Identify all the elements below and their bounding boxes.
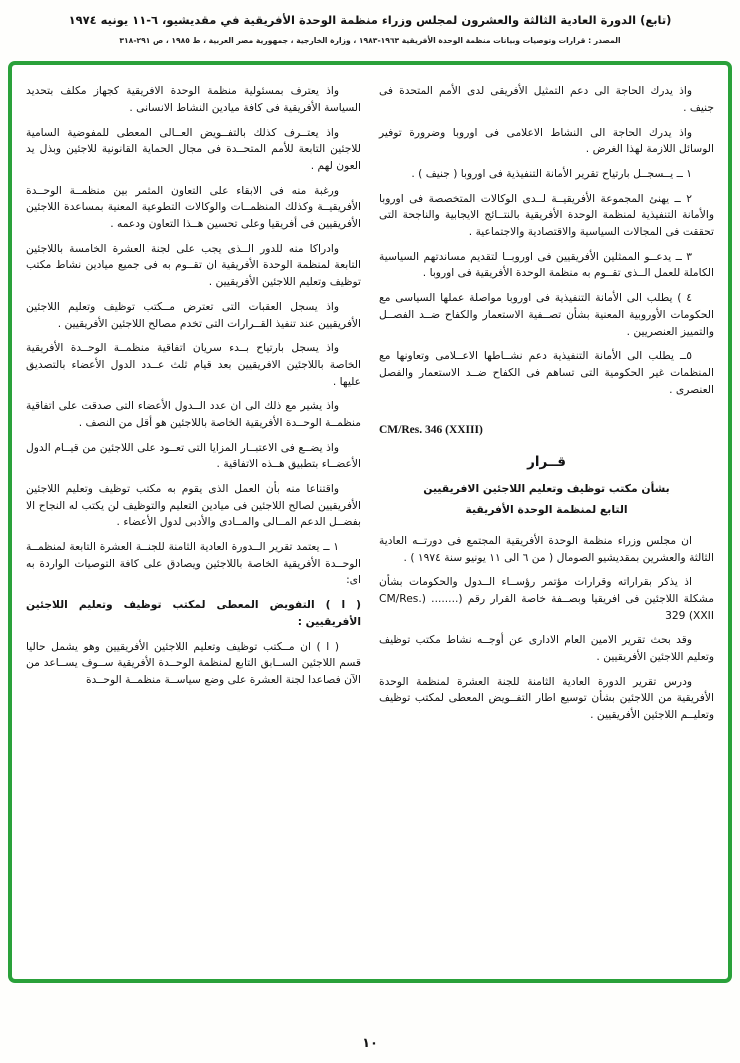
paragraph: ورغبة منه فى الابقاء على التعاون المثمر بين منظمــة الوحــدة الأفريقيــة وكذلك المنظمــات والوكالات التطوعية المعنية بمساعدة اللاجئين الأفريقيين فى أفريقيا وعلى تحسين هــذا التعاون ودعمه . — [26, 183, 361, 231]
paragraph: اذ يذكر بقراراته وقرارات مؤتمر رؤســاء الــدول والحكومات بشأن مشكلة اللاجئين فى افريقيا وبصــفة خاصة القرار رقم (........ (CM/Res. 329 (XXII — [379, 575, 714, 622]
resolution-title: قــرار — [527, 454, 566, 471]
paragraph: وقد بحث تقرير الامين العام الادارى عن أوجــه نشاط مكتب توظيف وتعليم اللاجئين الأفريقيين . — [379, 633, 714, 664]
paragraph: واقتناعا منه بأن العمل الذى يقوم به مكتب توظيف وتعليم اللاجئين الأفريقيين لصالح اللاجئين فى ميادين التعليم والتوظيف لن يكتب له النجاح الا بفضــل الدعم المــالى والمــادى والأدبى لدول الأعضاء . — [26, 482, 361, 529]
document-title: (تابع) الدورة العادية الثالثة والعشرون لمجلس وزراء منظمة الوحدة الأفريقية في مقديشيو، ٦-١١ يونيه ١٩٧٤ — [68, 13, 672, 27]
paragraph: ودرس تقرير الدورة العادية الثامنة للجنة العشرة لمنظمة الوحدة الأفريقية من اللاجئين بشأن توسيع اطار التفــويض المعطى لمكتب توظيف وتعليــم اللاجئين الأفريقيين . — [379, 674, 714, 722]
page-number: ١٠ — [362, 1036, 378, 1051]
paragraph: ٢ ــ يهنئ المجموعة الأفريقيــة لــدى الوكالات المتخصصة فى اوروبا والأمانة التنفيذية لمنظمة الوحدة الأفريقية بالنتــائج الايجابية والناجحة التى تحققت فى المجالات السياسية والاقتصادية والاجتماعية . — [379, 191, 714, 239]
document-source: المصدر : قرارات وتوصيات وبيانات منظمة الوحدة الأفريقية ١٩٦٣-١٩٨٣ ، وزارة الخارجية ، جمهورية مصر العربية ، ط ١٩٨٥ ، ص ٢٩١-٣١٨ — [119, 36, 621, 46]
column-left — [26, 83, 361, 969]
paragraph: واذ يضــع فى الاعتبــار المزايا التى تعــود على اللاجئين من قيــام الدول الأعضــاء بتطبيق هــذه الاتفاقية . — [26, 440, 361, 471]
column-right — [379, 83, 714, 969]
paragraph: ٥ــ يطلب الى الأمانة التنفيذية دعم نشــاطها الاعــلامى وتعاونها مع المنظمات غير الحكومية التى تساهم فى الكفاح ضــد الاستعمار والفصل العنصرى . — [379, 349, 714, 396]
paragraph: واذ يدرك الحاجة الى دعم التمثيل الأفريقى لدى الأمم المتحدة فى جنيف . — [379, 84, 714, 114]
paragraph: ان مجلس وزراء منظمة الوحدة الأفريقية المجتمع فى دورتــه العادية الثالثة والعشرين بمقديشيو الصومال ( من ٦ الى ١١ يونيو سنة ١٩٧٤ ) . — [379, 533, 714, 564]
resolution-subtitle-1: بشأن مكتب توظيف وتعليم اللاجئين الافريقيين — [423, 482, 670, 496]
paragraph: ١ ــ يــسجــل بارتياح تقرير الأمانة التنفيذية فى اوروبا ( جنيف ) . — [411, 167, 692, 180]
paragraph: واذ يدرك الحاجة الى النشاط الاعلامى فى اوروبا وضرورة توفير الوسائل اللازمة لهذا الغرض . — [379, 125, 714, 156]
paragraph: واذ يشير مع ذلك الى ان عدد الــدول الأعضاء التى صدقت على اتفاقية منظمــة الوحــدة الأفريقية الخاصة باللاجئين هو أقل من النصف . — [26, 399, 361, 429]
paragraph: ١ ــ يعتمد تقرير الــدورة العادية الثامنة للجنــة العشرة التابعة لمنظمــة الوحــدة الأفريقية الخاصة باللاجئين ويصادق على كافة التوصيات الواردة به اى: — [26, 540, 361, 587]
paragraph: واذ يسجل بارتياح بــدء سريان اتفاقية منظمــة الوحــدة الأفريقية الخاصة باللاجئين الافريقيين بعد قيام ثلث عــدد الدول الأعضاء بالتصديق عليها . — [26, 341, 361, 388]
paragraph: ٤ ) يطلب الى الأمانة التنفيذية فى اوروبا مواصلة عملها السياسى مع الحكومات الأوروبية المعنية بشأن تصــفية الاستعمار والكفاح ضــد الفصــل والتمييز العنصريين . — [379, 291, 714, 338]
content-frame — [8, 61, 732, 983]
paragraph: واذ يعتــرف كذلك بالتفــويض العــالى المعطى للمفوضية السامية للاجئين التابعة للأمم المتحــدة فى مجال الحماية القانونية للاجئين وبذل يد العون لهم . — [26, 125, 361, 172]
paragraph: واذ يسجل العقبات التى تعترض مــكتب توظيف وتعليم اللاجئين الأفريقيين عند تنفيذ القــرارات التى تخدم مصالح اللاجئين الأفريقيين . — [26, 299, 361, 330]
paragraph: ٣ ــ يدعــو الممثلين الأفريقيين فى اوروبــا لتقديم مساندتهم السياسية الكاملة للعمل الــذى تقــوم به منظمة الوحدة الأفريقية فى اوروبا . — [379, 249, 714, 280]
paragraph: واذ يعترف بمسئولية منظمة الوحدة الافريقية كجهاز مكلف بتحديد السياسة الأفريقية فى كافة ميادين النشاط الانسانى . — [26, 84, 361, 114]
paragraph: ( ا ) ان مــكتب توظيف وتعليم اللاجئين الأفريقيين وهو يشمل حاليا قسم اللاجئين الســابق التابع لمنظمة الوحــدة الأفريقية ســوف يســاعد من الآن فصاعدا لجنة العشرة على وضع سياســة منظمــة الوحــدة — [26, 639, 361, 686]
paragraph: وادراكا منه للدور الــذى يجب على لجنة العشرة الخامسة باللاجئين التابعة لمنظمة الوحدة الأفريقية ان تقــوم به فى جميع ميادين نشاط مكتب توظيف وتعليم اللاجئين الأفريقيين . — [26, 241, 361, 289]
clause-heading: ( ا ) التفويض المعطى لمكتب توظيف وتعليم اللاجئين الأفريقيين : — [26, 598, 361, 628]
page-header — [8, 10, 732, 45]
resolution-subtitle-2: التابع لمنظمة الوحدة الأفريقية — [465, 502, 628, 516]
resolution-reference: CM/Res. 346 (XXIII) — [379, 424, 483, 437]
